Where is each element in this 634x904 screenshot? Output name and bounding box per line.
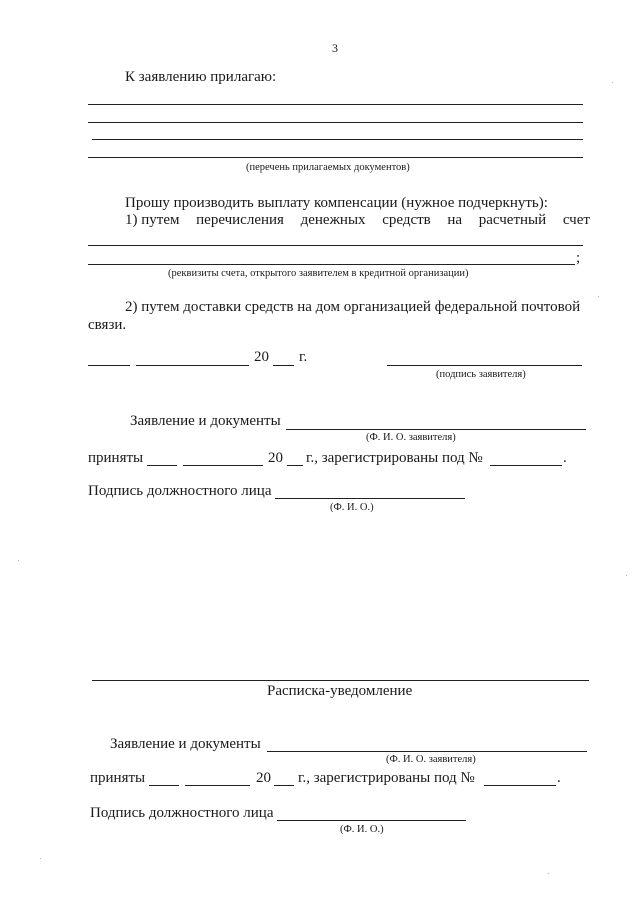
- option1-word: расчетный: [478, 212, 547, 228]
- attachments-line-2[interactable]: [88, 122, 583, 123]
- receipt-top-number-field[interactable]: [490, 465, 562, 466]
- receipt-top-official-field[interactable]: [275, 498, 465, 499]
- receipt-bottom-month-field[interactable]: [185, 785, 250, 786]
- payment-option-2-line2: связи.: [88, 317, 127, 333]
- scan-speck: [598, 296, 599, 297]
- date-month-field[interactable]: [136, 365, 249, 366]
- payment-option-1: [125, 212, 590, 229]
- receipt-top-year-prefix: 20: [268, 450, 283, 466]
- page-number: 3: [332, 41, 338, 55]
- option1-word: счет: [562, 212, 590, 228]
- option1-word: 1) путем: [125, 212, 180, 228]
- date-year-suffix: г.: [299, 349, 308, 365]
- attachments-line-3[interactable]: [92, 139, 583, 140]
- receipt-bottom-number-field[interactable]: [484, 785, 556, 786]
- receipt-bottom-registered: г., зарегистрированы под №: [298, 770, 475, 786]
- cut-line: [92, 680, 589, 681]
- applicant-signature-caption: (подпись заявителя): [436, 369, 526, 380]
- receipt-top-year-field[interactable]: [287, 465, 303, 466]
- receipt-bottom-fio-field[interactable]: [267, 751, 587, 752]
- receipt-top-official-caption: (Ф. И. О.): [330, 502, 374, 513]
- receipt-bottom-official-caption: (Ф. И. О.): [340, 824, 384, 835]
- receipt-top-official-signature: Подпись должностного лица: [88, 483, 272, 499]
- scan-speck: [548, 873, 549, 874]
- scan-speck: [18, 560, 19, 561]
- receipt-top-month-field[interactable]: [183, 465, 263, 466]
- applicant-signature-field[interactable]: [387, 365, 582, 366]
- receipt-top-registered: г., зарегистрированы под №: [306, 450, 483, 466]
- account-line-2[interactable]: [88, 264, 575, 265]
- attachments-heading: К заявлению прилагаю:: [125, 69, 277, 85]
- attachments-line-4[interactable]: [88, 157, 583, 158]
- receipt-top-fio-caption: (Ф. И. О. заявителя): [366, 432, 456, 443]
- receipt-bottom-fio-caption: (Ф. И. О. заявителя): [386, 754, 476, 765]
- receipt-top-day-field[interactable]: [147, 465, 177, 466]
- option1-word: средств: [382, 212, 431, 228]
- receipt-bottom-official-field[interactable]: [277, 820, 466, 821]
- attachments-line-1[interactable]: [88, 104, 583, 105]
- receipt-top-fio-field[interactable]: [286, 429, 586, 430]
- account-caption: (реквизиты счета, открытого заявителем в кредитной организации): [168, 268, 469, 279]
- attachments-caption: (перечень прилагаемых документов): [246, 162, 410, 173]
- scan-speck: [612, 82, 613, 83]
- receipt-bottom-year-prefix: 20: [256, 770, 271, 786]
- receipt-bottom-accepted: приняты: [90, 770, 146, 786]
- date-day-field[interactable]: [88, 365, 130, 366]
- receipt-bottom-year-field[interactable]: [274, 785, 294, 786]
- option1-word: денежных: [300, 212, 366, 228]
- option1-word: на: [447, 212, 463, 228]
- payment-request: Прошу производить выплату компенсации (нужное подчеркнуть):: [125, 195, 548, 211]
- date-year-field[interactable]: [273, 365, 294, 366]
- scan-speck: [40, 858, 41, 859]
- account-line-1[interactable]: [88, 245, 583, 246]
- payment-option-2-line1: 2) путем доставки средств на дом организацией федеральной почтовой: [125, 299, 581, 315]
- scan-speck: [626, 575, 627, 576]
- receipt-bottom-day-field[interactable]: [149, 785, 179, 786]
- receipt-bottom-title: Расписка-уведомление: [267, 683, 413, 699]
- receipt-bottom-official-signature: Подпись должностного лица: [90, 805, 274, 821]
- receipt-bottom-label: Заявление и документы: [110, 736, 261, 752]
- account-semicolon: ;: [576, 250, 581, 266]
- receipt-top-label: Заявление и документы: [130, 413, 281, 429]
- option1-word: перечисления: [196, 212, 284, 228]
- date-year-prefix: 20: [254, 349, 269, 365]
- receipt-top-period: .: [563, 450, 567, 466]
- receipt-top-accepted: приняты: [88, 450, 144, 466]
- receipt-bottom-period: .: [557, 770, 561, 786]
